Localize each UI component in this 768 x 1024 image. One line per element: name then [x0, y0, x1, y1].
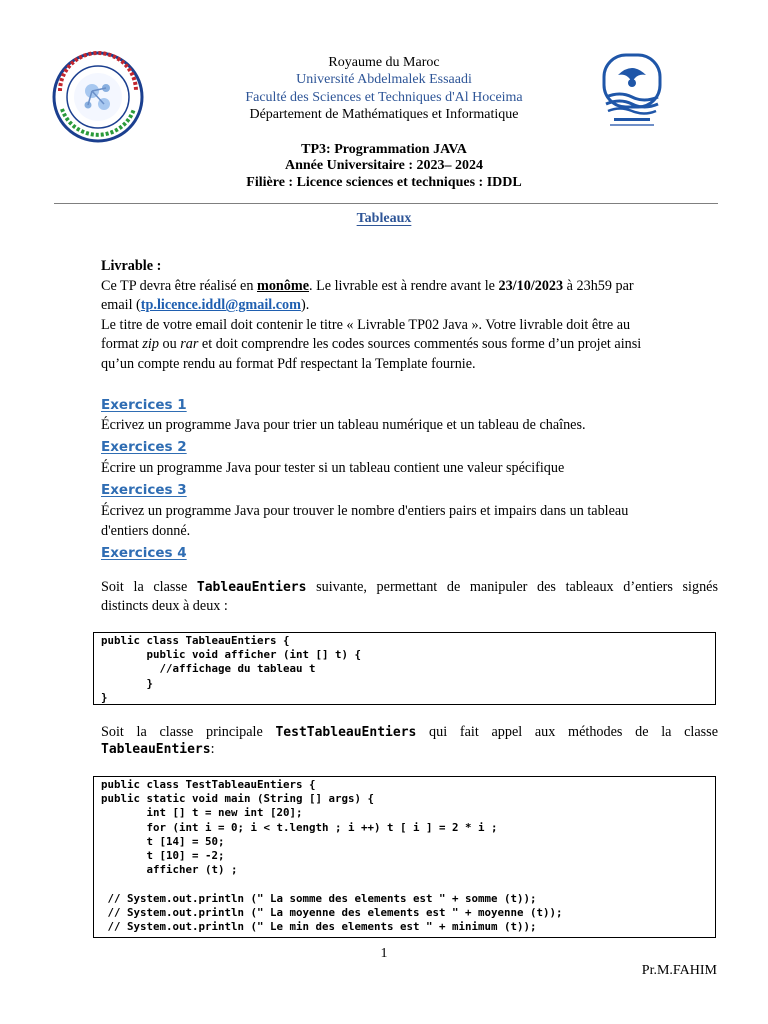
code-line: public class TableauEntiers { — [101, 634, 290, 647]
code-line: } — [101, 690, 108, 704]
exercise-1-text: Écrivez un programme Java pour trier un tableau numérique et un tableau de chaînes. — [101, 417, 586, 433]
exercise-2-title: Exercices 2 — [101, 439, 187, 455]
code-line: int [] t = new int [20]; — [101, 806, 303, 820]
code-line: } — [101, 676, 154, 690]
code-line: // System.out.println (" La somme des elements est " + somme (t)); — [101, 891, 537, 905]
zip-format: zip — [142, 336, 159, 353]
code-line: for (int i = 0; i < t.length ; i ++) t [ i ] = 2 * i ; — [101, 820, 498, 834]
code-line: t [10] = -2; — [101, 849, 225, 863]
code-block-test-tableau-entiers — [93, 776, 716, 938]
filiere: Filière : Licence sciences et techniques : IDDL — [246, 175, 522, 190]
course-title: TP3: Programmation JAVA — [301, 142, 467, 157]
text: ou — [158, 336, 181, 353]
exercise-4-title: Exercices 4 — [101, 545, 187, 561]
text: et doit comprendre les codes sources commentés sous forme d’un projet ainsi — [198, 336, 642, 353]
text: : — [210, 741, 215, 757]
code-line: afficher (t) ; — [101, 863, 238, 877]
code-line: t [14] = 50; — [101, 834, 225, 848]
text: Soit la classe — [101, 579, 197, 595]
exercise-2-text: Écrire un programme Java pour tester si un tableau contient une valeur spécifique — [101, 460, 565, 476]
code-line: public class TestTableauEntiers { — [101, 778, 316, 791]
code-line: // System.out.println (" Le min des elements est " + minimum (t)); — [101, 920, 537, 934]
exercise-3-text-2: d'entiers donné. — [101, 523, 191, 539]
class-name: TableauEntiers — [196, 580, 307, 595]
text: format — [101, 336, 143, 353]
code-line: public static void main (String [] args) { — [101, 792, 375, 806]
ex4-intro-line-1 — [101, 578, 718, 598]
code-line: public void afficher (int [] t) { — [101, 648, 362, 662]
class-name: TestTableauEntiers — [275, 725, 417, 740]
livrable-block — [101, 257, 718, 375]
ex4-main-line-2 — [101, 740, 718, 760]
header-divider — [54, 203, 718, 204]
code-line: // System.out.println (" La moyenne des elements est " + moyenne (t)); — [101, 905, 563, 919]
text: email ( — [101, 297, 141, 314]
header-university: Université Abdelmalek Essaadi — [296, 72, 472, 87]
author: Pr.M.FAHIM — [641, 963, 717, 978]
page-number: 1 — [380, 946, 388, 961]
exercise-1-title: Exercices 1 — [101, 397, 187, 413]
exercise-3-text-1: Écrivez un programme Java pour trouver le nombre d'entiers pairs et impairs dans un tableau — [101, 503, 629, 519]
section-title: Tableaux — [356, 211, 412, 226]
livrable-line-1 — [101, 277, 718, 297]
section-title-wrap — [0, 211, 768, 227]
livrable-line-5: qu’un compte rendu au format Pdf respectant la Template fournie. — [101, 355, 476, 372]
text: Soit la classe principale — [101, 724, 276, 740]
academic-year: Année Universitaire : 2023– 2024 — [284, 158, 484, 173]
monome: monôme — [257, 277, 310, 294]
rar-format: rar — [180, 336, 199, 353]
deadline-date: 23/10/2023 — [498, 277, 564, 294]
code-line: //affichage du tableau t — [101, 662, 316, 676]
livrable-line-2 — [101, 296, 718, 316]
text: suivante, permettant de manipuler des tableaux d’entiers signés — [306, 579, 718, 595]
livrable-line-4 — [101, 335, 718, 355]
text: Ce TP devra être réalisé en — [101, 277, 257, 294]
exercise-3-title: Exercices 3 — [101, 482, 187, 498]
text: ). — [300, 297, 310, 314]
header-faculty: Faculté des Sciences et Techniques d'Al Hoceima — [245, 90, 523, 105]
ex4-intro-line-2: distincts deux à deux : — [101, 598, 228, 614]
class-name: TableauEntiers — [101, 742, 211, 757]
header-department: Département de Mathématiques et Informatique — [249, 107, 519, 122]
header-kingdom: Royaume du Maroc — [328, 55, 440, 70]
text: à 23h59 par — [563, 277, 634, 294]
livrable-line-3: Le titre de votre email doit contenir le titre « Livrable TP02 Java ». Votre livrable doit être au — [101, 316, 631, 333]
email-link[interactable]: tp.licence.iddl@gmail.com — [140, 297, 301, 314]
text: qui fait appel aux méthodes de la classe — [416, 724, 718, 740]
text: . Le livrable est à rendre avant le — [309, 277, 499, 294]
code-block-tableau-entiers — [93, 632, 716, 705]
code-line — [101, 877, 715, 891]
livrable-label: Livrable : — [101, 258, 162, 274]
